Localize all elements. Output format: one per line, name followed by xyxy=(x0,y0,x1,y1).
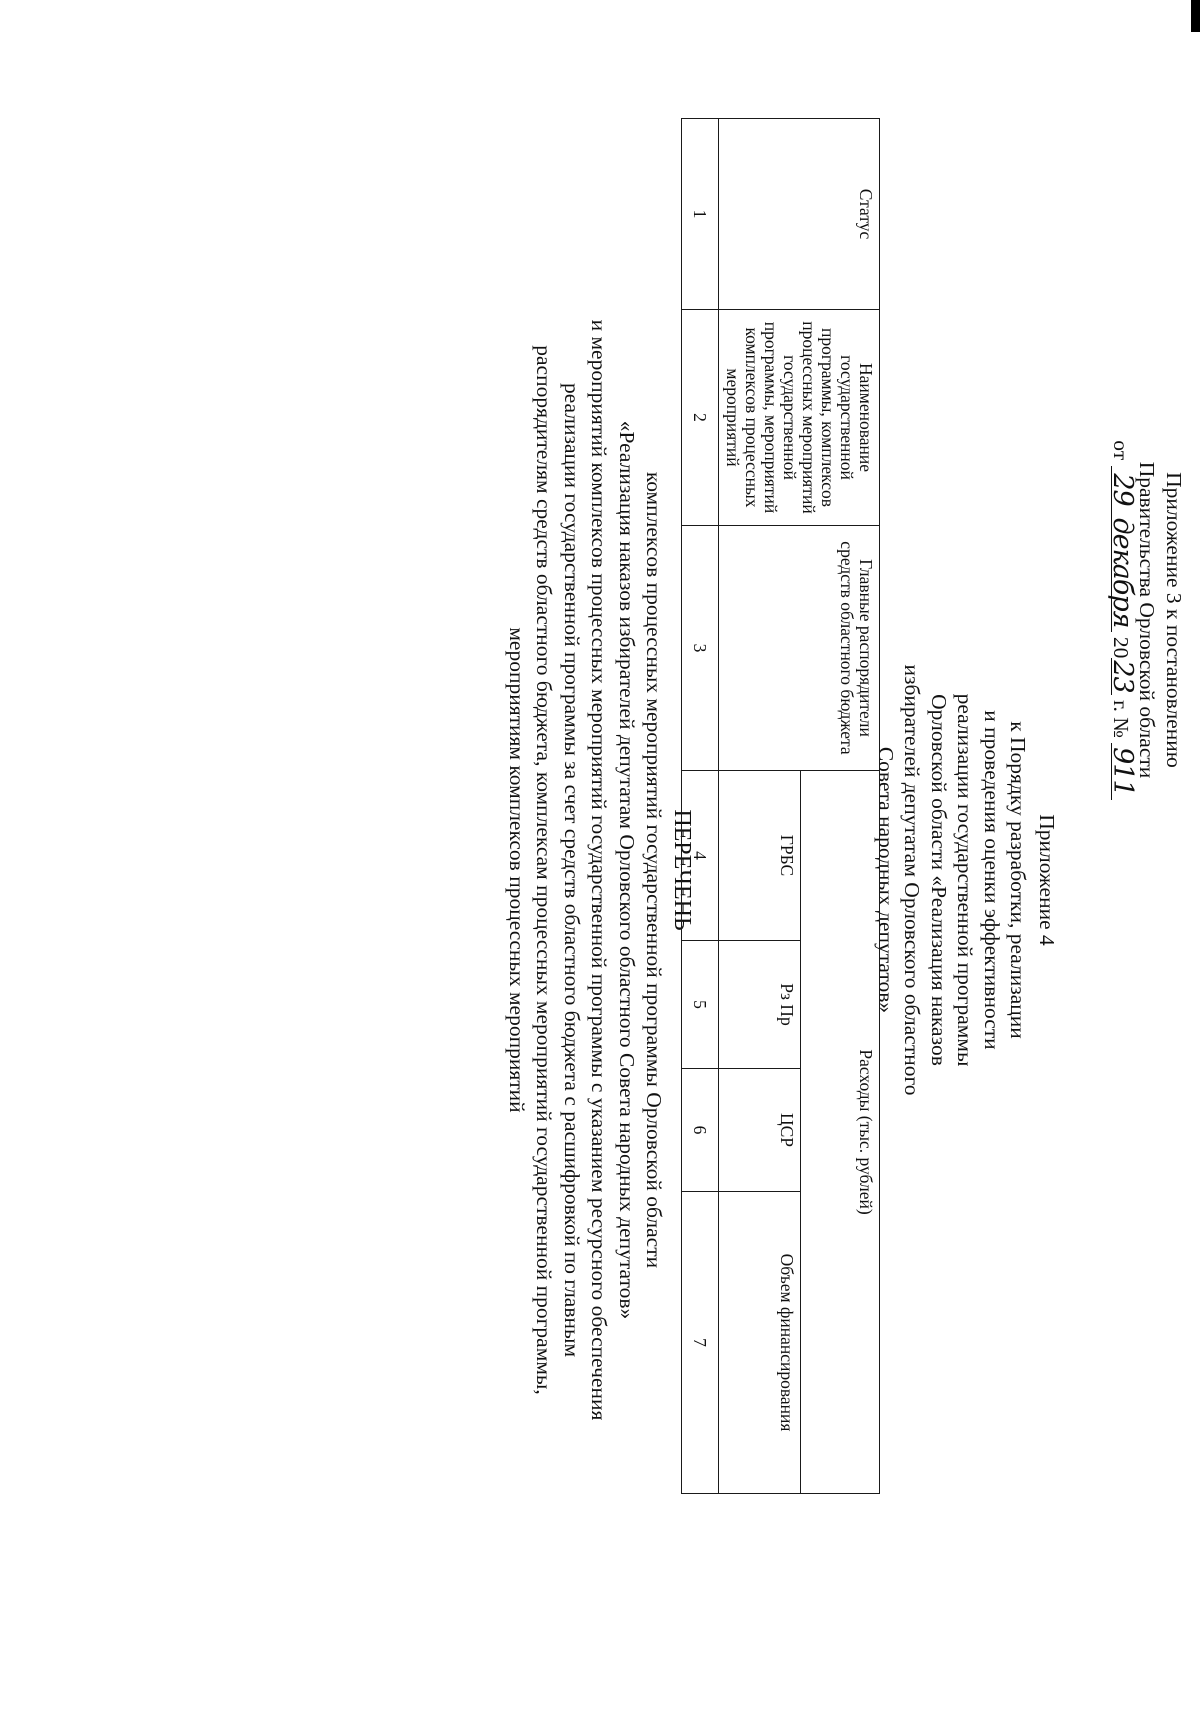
header-program-name: Наименование государственной программы, комплексов процессных мероприятий государственной программы, мероприятий комплексов процессных мероприятий xyxy=(719,310,880,526)
header-grbs: ГРБС xyxy=(719,771,801,941)
date-day-handwritten: 29 xyxy=(1111,466,1132,514)
column-number: 6 xyxy=(682,1069,719,1192)
document-title-block xyxy=(503,250,696,1490)
column-number: 5 xyxy=(682,941,719,1069)
column-number: 2 xyxy=(682,310,719,526)
column-numbers-row xyxy=(682,119,719,1494)
date-year-prefix: 20 xyxy=(1109,636,1133,659)
appendix4-line: избирателей депутатам Орловского областного xyxy=(900,664,925,1096)
header-status: Статус xyxy=(719,119,880,310)
appendix4-line: Совета народных депутатов» xyxy=(874,746,898,1014)
column-number: 3 xyxy=(682,526,719,771)
document-subtitle-line: и мероприятий комплексов процессных мероприятий государственной программы с указанием ресурсного обеспечения xyxy=(587,319,612,1421)
decree-number-handwritten: 911 xyxy=(1111,743,1132,800)
date-month-handwritten: декабря xyxy=(1111,514,1132,632)
header-rz-pr: Рз Пр xyxy=(719,941,801,1069)
header-funding-volume: Объем финансирования xyxy=(719,1192,801,1494)
document-subtitle-line: реализации государственной программы за счет средств областного бюджета с расшифровкой по главным xyxy=(560,382,584,1358)
date-prefix: от xyxy=(1109,440,1133,461)
header-expenses: Расходы (тыс. рублей) xyxy=(800,771,879,1494)
appendix3-date-line xyxy=(1107,395,1138,845)
appendix3-line1: Приложение 3 к постановлению xyxy=(1162,472,1186,768)
header-main-distributors: Главные распорядители средств областного бюджета xyxy=(719,526,880,771)
appendix4-line: и проведения оценки эффективности xyxy=(980,710,1004,1050)
appendix4-header xyxy=(873,585,1061,1175)
document-subtitle-line: мероприятиям комплексов процессных мероприятий xyxy=(505,627,529,1113)
appendix3-line2: Правительства Орловской области xyxy=(1135,461,1160,779)
appendix3-header xyxy=(1108,395,1188,845)
column-number: 4 xyxy=(682,771,719,941)
header-csr: ЦСР xyxy=(719,1069,801,1192)
document-subtitle-line: комплексов процессных мероприятий государственной программы Орловской области xyxy=(642,471,667,1269)
date-year-suffix: 23 xyxy=(1107,660,1138,693)
document-subtitle-line: «Реализация наказов избирателей депутатам Орловского областного Совета народных депутатов» xyxy=(615,420,639,1320)
document-subtitle-line: распорядителям средств областного бюджета, комплексам процессных мероприятий государственной программы, xyxy=(532,345,557,1395)
document-title: ПЕРЕЧЕНЬ xyxy=(669,809,695,931)
column-number: 7 xyxy=(682,1192,719,1494)
appendix4-line: к Порядку разработки, реализации xyxy=(1006,721,1031,1039)
column-number: 1 xyxy=(682,119,719,310)
appendix4-line: реализации государственной программы xyxy=(953,693,978,1067)
date-year-unit: г. № xyxy=(1109,700,1133,738)
appendix4-line: Орловской области «Реализация наказов xyxy=(927,694,951,1066)
appendix4-title: Приложение 4 xyxy=(1035,814,1059,946)
expenses-table xyxy=(681,118,880,1494)
